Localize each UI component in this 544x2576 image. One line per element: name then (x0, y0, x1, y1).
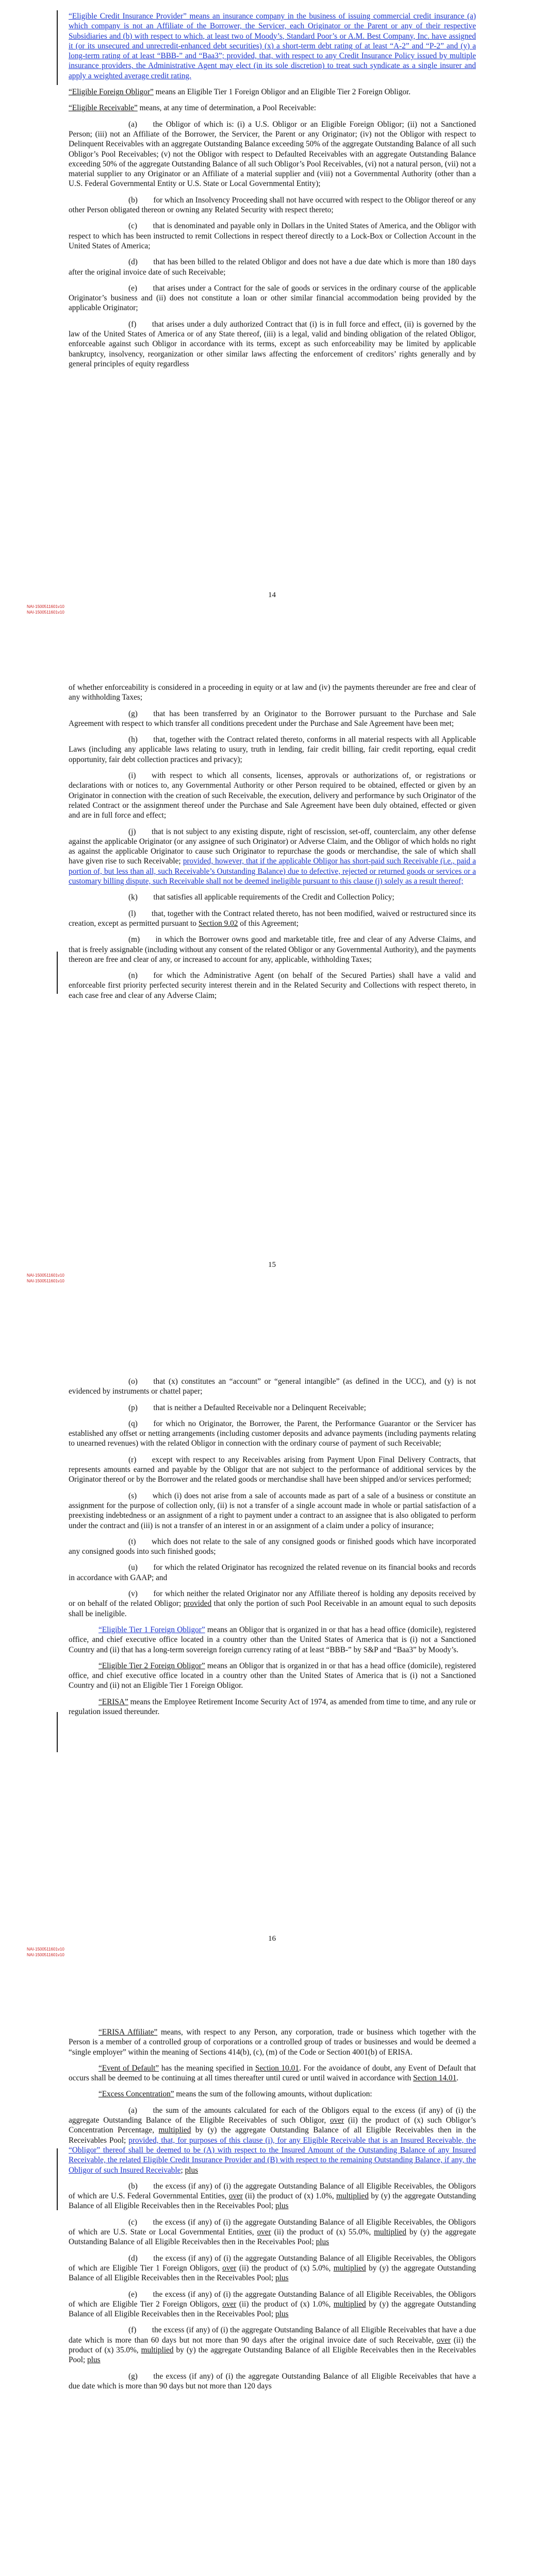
text-run: (a) the Obligor of which is: (i) a U.S. Obligor or an Eligible Foreign Obligor; (ii) not a Sanctioned Person; (iii) not an Affiliate of the Borrower, the Servicer, the Parent or any Originator; (iv) not the Obligor with respect to Delinquent Receivables with an aggregate Outstanding Balance exceeding 50% of the aggregate Outstanding Balance of all such Obligor’s Pool Receivables; (v) not the Obligor with respect to Defaulted Receivables with an aggregate Outstanding Balance exceeding 50% of the aggregate Outstanding Balance of all such Obligor’s Pool Receivables, (vi) not a natural person, (vii) not a material supplier to any Originator or an Affiliate of a material supplier and (viii) not a Governmental Authority (other than a U.S. Federal Governmental Entity or U.S. State or Local Governmental Entity); (69, 120, 476, 189)
defined-term: multiplied (158, 2126, 191, 2135)
text-run: by (y) the aggregate Outstanding Balance of all Eligible Receivables then in the Receivables Pool; (69, 2299, 476, 2319)
clause-paragraph (69, 2325, 476, 2365)
text-run: (a) the sum of the amounts calculated for each of the Obligors equal to the excess (if any) of (i) the aggregate Outstanding Balance of the Eligible Receivables of such Obligor, (69, 2106, 476, 2125)
defined-term: over (222, 2263, 237, 2273)
text-run: has the meaning specified in (159, 2063, 255, 2073)
clause-paragraph (69, 1661, 476, 1691)
page-gap (0, 1960, 544, 2017)
inserted-text: provided, that, for purposes of this clause (i), for any Eligible Receivable that is an Insured Receivable, the “Obligor” thereof shall be deemed to be (A) with respect to the Insured Amount of the Outstanding Balance of any Insured Receivable, the related Eligible Credit Insurance Provider and (B) with respect to the remaining Outstanding Balance, if any, the Obligor of such Insured Receivable (69, 2136, 476, 2175)
text-run: (ii) the product of (x) 5.0%, (236, 2263, 334, 2273)
defined-term: “Event of Default” (98, 2063, 159, 2073)
text-run: (e) that arises under a Contract for the sale of goods or services in the ordinary course of the applicable Originator’s business and (ii) does not constitute a loan or other similar financial accommodation being provided by the applicable Originator; (69, 283, 476, 313)
defined-term: multiplied (333, 2299, 366, 2309)
text-run: means an Obligor that is organized in or that has a head office (domicile), registered office, and chief executive office located in a country other than the United States of America that is (i) not a Sanctioned Country and (ii) not an Eligible Tier 1 Foreign Obligor. (69, 1661, 476, 1690)
defined-term: Section 14.01 (413, 2074, 457, 2083)
clause-paragraph (69, 771, 476, 820)
defined-term: “Eligible Foreign Obligor” (69, 88, 154, 97)
defined-term: “ERISA Affiliate” (98, 2028, 158, 2037)
defined-term: plus (185, 2165, 199, 2175)
defined-term: provided (183, 1599, 212, 1608)
clause-paragraph (69, 935, 476, 964)
page-content (69, 2027, 476, 2397)
defined-term: over (257, 2228, 271, 2237)
change-bar (57, 2148, 58, 2210)
page-gap (0, 1288, 544, 1345)
text-run: (e) the excess (if any) of (i) the aggregate Outstanding Balance of all Eligible Receivables, the Obligors of which are Eligible Tier 2 Foreign Obligors, (69, 2290, 476, 2309)
clause-paragraph (69, 195, 476, 215)
clause-paragraph (69, 1377, 476, 1397)
clause-paragraph (69, 2089, 476, 2099)
defined-term: multiplied (141, 2346, 174, 2355)
page-content (69, 1377, 476, 1723)
footer-id-line: NAI-1500511601v10 (27, 1273, 64, 1278)
page-gap (0, 616, 544, 672)
text-run: by (y) the aggregate Outstanding Balance of all Eligible Receivables then in the Receivables Pool; (69, 2228, 476, 2247)
defined-term: over (222, 2299, 237, 2309)
text-run: (ii) the product of (x) 1.0%, (242, 2192, 337, 2201)
text-run: (t) which does not relate to the sale of any consigned goods or finished goods which have incorporated any consigned goods into such finished goods; (69, 1537, 476, 1556)
clause-paragraph (69, 11, 476, 81)
clause-paragraph (69, 221, 476, 251)
text-run: of whether enforceability is considered in a proceeding in equity or at law and (iv) the payments thereunder are free and clear of any withholding Taxes; (69, 683, 476, 702)
page-number: 15 (268, 1261, 276, 1269)
text-run: (f) the excess (if any) of (i) the aggregate Outstanding Balance of all Eligible Receivables that have a due date which is more than 60 days but not more than 90 days after the original invoice date of such Receivable, (69, 2326, 476, 2345)
defined-term: “Eligible Receivable” (69, 104, 138, 113)
change-bar (57, 952, 58, 994)
text-run: (q) for which no Originator, the Borrower, the Parent, the Performance Guarantor or the Servicer has established any offset or netting arrangements (including customer deposits and advance payments (including payments relating to unearned revenues) with the related Obligor in connection with the ordinary course of payment of such Receivable; (69, 1419, 476, 1448)
defined-term: over (330, 2116, 344, 2125)
text-run: . For the avoidance of doubt, any Event of Default that occurs shall be deemed to be continuing at all times thereafter until cured or until waived in accordance with (69, 2063, 476, 2083)
clause-paragraph (69, 827, 476, 887)
text-run: by (y) the aggregate Outstanding Balance of all Eligible Receivables then in the Receivables Pool; (69, 2192, 476, 2211)
footer-id-line: NAI-1500511601v10 (27, 1947, 64, 1952)
text-run: (p) that is neither a Defaulted Receivable nor a Delinquent Receivable; (128, 1403, 366, 1412)
text-run: means the Employee Retirement Income Security Act of 1974, as amended from time to time, and any rule or regulation issued thereunder. (69, 1697, 476, 1717)
footer-id-line: NAI-1500511601v10 (27, 1953, 64, 1957)
defined-term: multiplied (336, 2192, 369, 2201)
defined-term: over (436, 2335, 451, 2345)
footer-id-line: NAI-1500511601v10 (27, 1279, 64, 1283)
text-run: means an Obligor that is organized in or that has a head office (domicile), registered office, and chief executive office located in a country other than the United States of America that is (i) not a Sanctioned Country and (ii) that has a long-term sovereign foreign currency rating of at least “BBB-” by S&P and “Baa3” by Moody’s. (69, 1625, 476, 1654)
document-footer (27, 604, 64, 615)
inserted-text: “Eligible Tier 1 Foreign Obligor” (98, 1625, 205, 1634)
defined-term: “ERISA” (98, 1697, 128, 1706)
text-run: means, with respect to any Person, any corporation, trade or business which together with the Person is a member of a controlled group of corporations or a controlled group of trades or businesses and would be deemed a “single employer” within the meaning of Sections 414(b), (c), (m) of the Code or Section 4001(b) of ERISA. (69, 2028, 476, 2057)
clause-paragraph (69, 1589, 476, 1619)
text-run: (f) that arises under a duly authorized Contract that (i) is in full force and effect, (ii) is governed by the law of the United States of America or of any State thereof, (iii) is a legal, valid and binding obligation of the related Obligor, enforceable against such Obligor in accordance with its terms, except as such enforceability may be limited by applicable bankruptcy, insolvency, reorganization or other similar laws affecting the enforcement of creditors’ rights generally and by general principles of equity regardless (69, 319, 476, 368)
clause-paragraph (69, 319, 476, 369)
clause-paragraph (69, 892, 476, 902)
clause-paragraph (69, 257, 476, 277)
clause-paragraph (69, 735, 476, 765)
document-footer (27, 1273, 64, 1284)
text-run: (b) the excess (if any) of (i) the aggregate Outstanding Balance of all Eligible Receivables, the Obligors of which are U.S. Federal Governmental Entities, (69, 2181, 476, 2201)
inserted-text: provided, however, that if the applicable Obligor has short-paid such Receivable (i.e., paid a portion of, but less than all, such Receivable’s Outstanding Balance) due to defective, rejected or returned goods or services or a customary billing dispute, such Receivable shall not be deemed ineligible pursuant to this clause (j) solely as a result thereof; (69, 857, 476, 886)
text-run: (i) with respect to which all consents, licenses, approvals or authorizations of, or registrations or declarations with or notices to, any Governmental Authority or other Person required to be obtained, effected or given by an Originator in connection with the creation of such Receivable, the execution, delivery and performance by such Originator of the related Contract or the assignment thereof under the Purchase and Sale Agreement have been duly obtained, effected or given and are in full force and effect; (69, 771, 476, 820)
clause-paragraph (69, 971, 476, 1001)
defined-term: “Eligible Tier 2 Foreign Obligor” (98, 1661, 205, 1670)
text-run: (c) the excess (if any) of (i) the aggregate Outstanding Balance of all Eligible Receivables, the Obligors of which are U.S. State or Local Governmental Entities, (69, 2217, 476, 2237)
footer-id-line: NAI-1500511601v10 (27, 610, 64, 615)
page (0, 672, 544, 1288)
text-run: (v) for which neither the related Originator nor any Affiliate thereof is holding any deposits received by or on behalf of the related Obligor; (69, 1589, 476, 1608)
text-run: (n) for which the Administrative Agent (on behalf of the Secured Parties) shall have a valid and enforceable first priority perfected security interest therein and in the Related Security and Collections with respect thereto, in each case free and clear of any Adverse Claim; (69, 971, 476, 1000)
text-run: (ii) the product of (x) 1.0%, (236, 2299, 334, 2309)
text-run: means an Eligible Tier 1 Foreign Obligor and an Eligible Tier 2 Foreign Obligor. (153, 88, 411, 97)
clause-paragraph (69, 909, 476, 929)
text-run: (g) the excess (if any) of (i) the aggregate Outstanding Balance of all Eligible Receivables that have a due date which is more than 90 days but not more than 120 days (69, 2371, 476, 2391)
text-run: by (y) the aggregate Outstanding Balance of all Eligible Receivables then in the Receivables Pool; (69, 2126, 476, 2145)
text-run: . (456, 2074, 459, 2083)
clause-paragraph (69, 2027, 476, 2057)
clause-paragraph (69, 1419, 476, 1449)
text-run: that only the portion of such Pool Receivable in an amount equal to such deposits shall be ineligible. (69, 1599, 476, 1618)
document-footer (27, 1946, 64, 1958)
change-bar (57, 1712, 58, 1752)
text-run: (o) that (x) constitutes an “account” or “general intangible” (as defined in the UCC), and (y) is not evidenced by instruments or chattel paper; (69, 1377, 476, 1396)
clause-paragraph (69, 2063, 476, 2083)
change-bar (57, 10, 58, 85)
clause-paragraph (69, 683, 476, 703)
defined-term: Section 10.01 (255, 2063, 299, 2073)
text-run: of this Agreement; (238, 919, 299, 928)
clause-paragraph (69, 1491, 476, 1531)
page (0, 0, 544, 616)
text-run: (b) for which an Insolvency Proceeding shall not have occurred with respect to the Obligor thereof or any other Person obligated thereon or owning any Related Security with respect thereto; (69, 195, 476, 215)
text-run: ; (180, 2165, 185, 2175)
text-run: (ii) the product of (x) 35.0%, (69, 2335, 476, 2355)
defined-term: over (228, 2192, 243, 2201)
text-run: (s) which (i) does not arise from a sale of accounts made as part of a sale of a business or constitute an assignment for the purpose of collection only, (ii) is not a transfer of a single account made in whole or partial satisfaction of a preexisting indebtedness or an assignment of a right to payment under a contract to an assignee that is also obligated to perform under the contract and (iii) is not a transfer of an interest in or an assignment of a claim under a policy of insurance; (69, 1491, 476, 1530)
text-run: means the sum of the following amounts, without duplication: (174, 2090, 372, 2099)
defined-term: plus (275, 2274, 289, 2283)
text-run: by (y) the aggregate Outstanding Balance of all Eligible Receivables then in the Receivables Pool; (69, 2346, 476, 2365)
defined-term: plus (275, 2201, 289, 2211)
clause-paragraph (69, 2371, 476, 2392)
page (0, 1345, 544, 1960)
text-run: (u) for which the related Originator has recognized the related revenue on its financial books and records in accordance with GAAP; and (69, 1563, 476, 1582)
text-run: (d) the excess (if any) of (i) the aggregate Outstanding Balance of all Eligible Receivables, the Obligors of which are Eligible Tier 1 Foreign Obligors, (69, 2253, 476, 2273)
page-number: 14 (268, 591, 276, 599)
text-run: (ii) the product of (x) such Obligor’s Concentration Percentage, (69, 2116, 476, 2135)
defined-term: Section 9.02 (198, 919, 238, 928)
clause-paragraph (69, 709, 476, 729)
text-run: means, at any time of determination, a Pool Receivable: (137, 104, 316, 113)
defined-term: multiplied (333, 2263, 366, 2273)
clause-paragraph (69, 1537, 476, 1557)
clause-paragraph (69, 1625, 476, 1655)
defined-term: multiplied (374, 2228, 407, 2237)
footer-id-line: NAI-1500511601v10 (27, 604, 64, 609)
inserted-text: “Eligible Credit Insurance Provider” means an insurance company in the business of issuing commercial credit insurance (a) which company is not an Affiliate of the Borrower, the Servicer, each Originator or the Parent or any of their respective Subsidiaries and (b) with respect to which, at least two of Moody’s, Standard Poor’s or A.M. Best Company, Inc. have assigned it (or its unsecured and unrecredit-enhanced debt securities) (x) a short-term debt rating of at least “A-2” and “P-2” and (y) a long-term rating of at least “BBB-” and “Baa3”; provided, that, with respect to any Credit Insurance Policy issued by multiple insurance providers, the Administrative Agent may elect (in its sole discretion) to treat such syndicate as a single insurer and apply a weighted average credit rating. (69, 12, 476, 80)
clause-paragraph (69, 1697, 476, 1717)
clause-paragraph (69, 1563, 476, 1583)
clause-paragraph (69, 2106, 476, 2175)
clause-paragraph (69, 87, 476, 97)
defined-term: plus (275, 2310, 289, 2319)
text-run: (m) in which the Borrower owns good and marketable title, free and clear of any Adverse Claims, and that is freely assignable (including without any consent of the related Obligor or any Governmental Authority), and the payments thereon are free and clear of any, or increased to account for any, applicable, withholding Taxes; (69, 935, 476, 964)
page (0, 2017, 544, 2576)
text-run: (r) except with respect to any Receivables arising from Payment Upon Final Delivery Contracts, that represents amounts earned and payable by the Obligor that are not subject to the performance of additional services by the Originator thereof or by the Borrower and the related goods or merchandise shall have been shipped and/or services performed; (69, 1455, 476, 1484)
page-number: 16 (268, 1935, 276, 1943)
clause-paragraph (69, 2217, 476, 2247)
defined-term: “Excess Concentration” (98, 2090, 174, 2099)
defined-term: plus (87, 2355, 101, 2365)
clause-paragraph (69, 283, 476, 313)
clause-paragraph (69, 1455, 476, 1485)
text-run: (ii) the product of (x) 55.0%, (271, 2228, 374, 2237)
text-run: (c) that is denominated and payable only in Dollars in the United States of America, and the Obligor with respect to which has been instructed to remit Collections in respect thereof directly to a Lock-Box or Collection Account in the United States of America; (69, 222, 476, 250)
clause-paragraph (69, 2253, 476, 2283)
page-content (69, 683, 476, 1007)
text-run: (h) that, together with the Contract related thereto, conforms in all material respects with all Applicable Laws (including any applicable laws relating to usury, truth in lending, fair credit billing, fair credit reporting, equal credit opportunity, fair debt collection practices and privacy); (69, 735, 476, 764)
text-run: (j) that is not subject to any existing dispute, right of rescission, set-off, counterclaim, any other defense against the applicable Originator (or any assignee of such Originator) or Adverse Claim, and the Obligor of which holds no right as against the applicable Originator to cause such Originator to repurchase the goods or merchandise, the sale of which shall have given rise to such Receivable; (69, 827, 476, 866)
text-run: (k) that satisfies all applicable requirements of the Credit and Collection Policy; (128, 893, 394, 902)
clause-paragraph (69, 2290, 476, 2319)
clause-paragraph (69, 1403, 476, 1413)
clause-paragraph (69, 2181, 476, 2211)
defined-term: plus (316, 2238, 329, 2247)
text-run: (l) that, together with the Contract related thereto, has not been modified, waived or restructured since its creation, except as permitted pursuant to (69, 909, 476, 928)
clause-paragraph (69, 120, 476, 189)
text-run: (d) that has been billed to the related Obligor and does not have a due date which is more than 180 days after the original invoice date of such Receivable; (69, 258, 476, 277)
text-run: by (y) the aggregate Outstanding Balance of all Eligible Receivables then in the Receivables Pool; (69, 2263, 476, 2283)
text-run: (g) that has been transferred by an Originator to the Borrower pursuant to the Purchase and Sale Agreement with respect to which transfer all conditions precedent under the Purchase and Sale Agreement have been met; (69, 709, 476, 728)
page-content (69, 11, 476, 375)
clause-paragraph (69, 103, 476, 113)
